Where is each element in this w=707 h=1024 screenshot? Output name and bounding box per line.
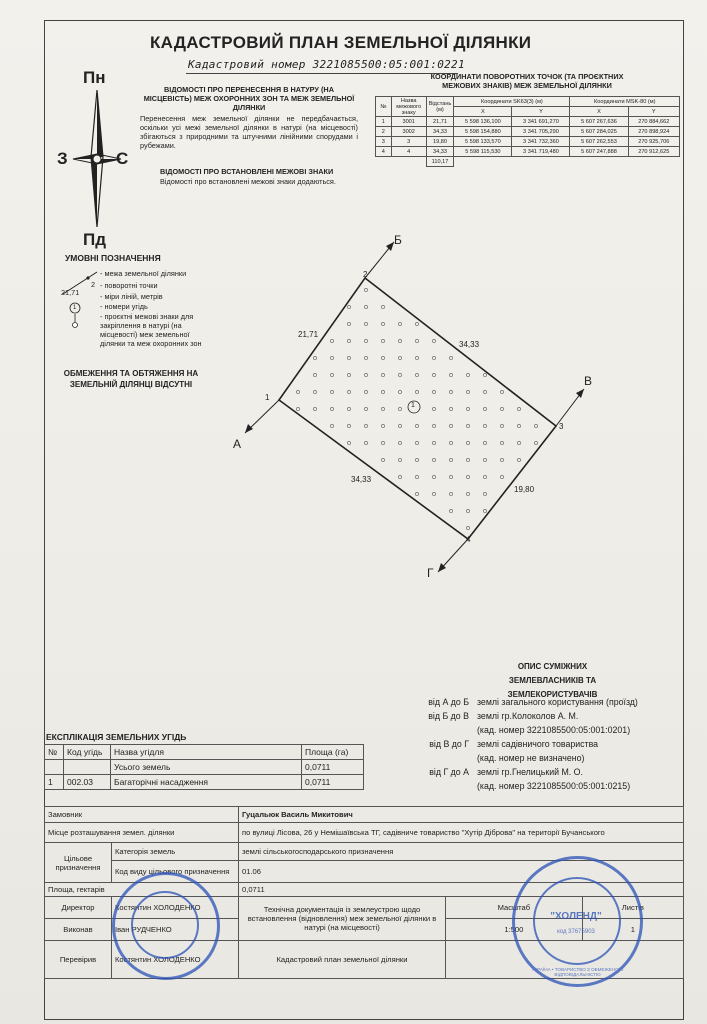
planting-dot (483, 492, 486, 495)
planting-dot (330, 424, 333, 427)
planting-dot (381, 390, 384, 393)
planting-dot (364, 288, 367, 291)
coords-row (376, 137, 680, 147)
neighbor-desc: землі садівничого товариства (477, 739, 599, 749)
planting-dot (449, 356, 452, 359)
neighbor-from: від В до Г (429, 739, 469, 749)
coords-subheader: X (570, 107, 628, 117)
neighbors-title: ОПИС СУМІЖНИХ ЗЕМЛЕВЛАСНИКІВ ТА ЗЕМЛЕКОРИСТУВАЧІВ (507, 662, 598, 699)
planting-dot (347, 390, 350, 393)
arrow-a-icon (245, 424, 253, 433)
planting-dot (415, 458, 418, 461)
executor-label: Виконав (45, 919, 112, 941)
cell: Усього земель (111, 760, 302, 775)
cell: 270 925,706 (628, 137, 679, 147)
planting-dot (449, 509, 452, 512)
planting-dot (466, 424, 469, 427)
planting-dot (381, 407, 384, 410)
neighbor-row (395, 723, 675, 737)
planting-dot (517, 407, 520, 410)
cell: 5 598 136,100 (454, 117, 512, 127)
area-value: 0,0711 (239, 883, 684, 897)
location-value: по вулиці Лісова, 26 у Немішаївська ТГ, садівниче товариство "Хутір Діброва" на території Бучанського (239, 823, 684, 843)
direction-label-b: Б (394, 233, 402, 247)
planting-dot (432, 475, 435, 478)
compass-north: Пн (83, 68, 106, 87)
explication-title: ЕКСПЛІКАЦІЯ ЗЕМЕЛЬНИХ УГІДЬ (46, 732, 187, 742)
planting-dot (313, 390, 316, 393)
planting-dot (415, 441, 418, 444)
side-length: 34,33 (351, 475, 372, 484)
planting-dot (398, 373, 401, 376)
coords-row (376, 127, 680, 137)
planting-dot (483, 441, 486, 444)
purpose-label: Цільове призначення (45, 843, 112, 883)
planting-dot (381, 373, 384, 376)
planting-dot (347, 373, 350, 376)
planting-dot (449, 458, 452, 461)
legend-symbols (55, 262, 105, 332)
planting-dot (415, 475, 418, 478)
seal-left-inner (131, 891, 199, 959)
cell: 5 598 154,880 (454, 127, 512, 137)
boundary-symbol-icon (55, 262, 105, 332)
cell: 34,33 (426, 147, 454, 157)
signs-title: ВІДОМОСТІ ПРО ВСТАНОВЛЕНІ МЕЖОВІ ЗНАКИ (160, 167, 334, 176)
neighbor-row (395, 751, 675, 765)
coords-subheader: Y (512, 107, 570, 117)
legend-sample-distance: 21,71 (61, 288, 80, 297)
planting-dot (330, 407, 333, 410)
neighbor-desc: землі гр.Колоколов А. М. (477, 711, 579, 721)
side-length: 19,80 (514, 485, 535, 494)
planting-dot (483, 458, 486, 461)
neighbor-from: від Б до В (428, 711, 469, 721)
point-label-3: 3 (559, 422, 564, 431)
neighbor-row (395, 779, 675, 793)
planting-dot (330, 373, 333, 376)
planting-dot (381, 441, 384, 444)
planting-dot (466, 526, 469, 529)
legend-title: УМОВНІ ПОЗНАЧЕННЯ (65, 253, 161, 263)
cell: 3 341 691,270 (512, 117, 570, 127)
planting-dot (449, 492, 452, 495)
planting-dot (415, 373, 418, 376)
page-title: КАДАСТРОВИЙ ПЛАН ЗЕМЕЛЬНОЇ ДІЛЯНКИ (150, 33, 532, 52)
transfer-text: Перенесення меж земельної ділянки не передбачається, оскільки усі межі земельної ділянки в натурі (на місцевості) збігаються з природними та штучними лінійними спорудами і рубежами. (140, 114, 358, 150)
planting-dot (466, 390, 469, 393)
planting-dot (415, 339, 418, 342)
planting-dot (364, 339, 367, 342)
planting-dot (398, 339, 401, 342)
planting-dot (398, 458, 401, 461)
doc-text: Технічна документація із землеустрою щодо встановлення (відновлення) меж земельної ділянки в натурі (на місцевості) (239, 897, 446, 941)
planting-dot (347, 305, 350, 308)
cell: 5 598 115,530 (454, 147, 512, 157)
cell: 3 (376, 137, 392, 147)
expl-header: Назва угідля (111, 745, 302, 760)
cell: 3002 (391, 127, 426, 137)
planting-dot (296, 390, 299, 393)
seal-center-text: "ХОЛЕНД" (550, 911, 602, 922)
cell: 19,80 (426, 137, 454, 147)
planting-dot (381, 458, 384, 461)
planting-dot (483, 373, 486, 376)
expl-row (45, 775, 364, 790)
restrictions-note: ОБМЕЖЕННЯ ТА ОБТЯЖЕННЯ НА ЗЕМЕЛЬНІЙ ДІЛЯНЦІ ВІДСУТНІ (63, 369, 199, 389)
legend-sample-parcel: 1 (73, 305, 77, 311)
coords-header-no: № (376, 97, 392, 117)
planting-dot (347, 356, 350, 359)
planting-dot (517, 441, 520, 444)
compass-east: С (116, 149, 129, 168)
coords-table (375, 96, 680, 167)
cell: 1 (376, 117, 392, 127)
neighbor-from: від Г до А (429, 767, 469, 777)
checked-name: Костянтин ХОЛОДЕНКО (112, 941, 239, 979)
coords-total-row (376, 157, 680, 167)
planting-dot (534, 441, 537, 444)
point-label-1: 1 (265, 393, 270, 402)
neighbor-row (395, 695, 675, 709)
planting-dot (313, 373, 316, 376)
neighbor-from: від А до Б (428, 697, 469, 707)
explication-table (44, 744, 364, 790)
legend-item: - проєктні межові знаки для закріплення в натурі (на місцевості) меж земельної ділянки та меж охоронних зон (100, 312, 202, 348)
planting-dot (330, 390, 333, 393)
cell: 5 598 133,570 (454, 137, 512, 147)
planting-dot (432, 339, 435, 342)
direction-label-v: В (584, 374, 593, 388)
planting-dot (313, 356, 316, 359)
director-name: Костянтин ХОЛОДЕНКО (112, 897, 239, 919)
cadastral-number: Кадастровий номер 3221085500:05:001:0221 (188, 58, 465, 71)
planting-dot (500, 407, 503, 410)
coords-header-dist: Відстань (м) (426, 97, 454, 117)
planting-dot (432, 492, 435, 495)
scale-value: 1:500 (446, 919, 583, 941)
planting-dot (432, 407, 435, 410)
planting-dot (313, 407, 316, 410)
planting-dot (449, 373, 452, 376)
planting-dot (483, 424, 486, 427)
compass-arrow-icon (55, 62, 140, 252)
owner-label: Замовник (45, 807, 239, 823)
planting-dot (449, 475, 452, 478)
planting-dot (466, 441, 469, 444)
legend-item: - номери угідь (100, 302, 148, 311)
planting-dot (466, 492, 469, 495)
compass-west: З (57, 149, 68, 168)
seal-left-icon (112, 872, 220, 980)
code-value: 01.06 (239, 861, 684, 883)
coords-row (376, 117, 680, 127)
planting-dot (347, 339, 350, 342)
planting-dot (398, 407, 401, 410)
planting-dot (432, 390, 435, 393)
planting-dot (381, 322, 384, 325)
planting-dot (449, 407, 452, 410)
planting-dot (500, 458, 503, 461)
signs-text: Відомості про встановлені межові знаки додаються. (160, 177, 336, 186)
point-label-2: 2 (363, 270, 368, 279)
legend-item: - поворотні точки (100, 281, 158, 290)
cell: 270 898,924 (628, 127, 679, 137)
coords-header-msk80: Координати MSK-80 (м) (570, 97, 680, 107)
planting-dot (398, 322, 401, 325)
point-label-4: 4 (466, 535, 471, 544)
sheet-value: 1 (582, 919, 683, 941)
neighbor-desc: землі загального користування (проїзд) (477, 697, 638, 707)
cell: 3 341 732,360 (512, 137, 570, 147)
cell (45, 760, 64, 775)
planting-dot (330, 356, 333, 359)
planting-dot (296, 407, 299, 410)
scale-label: Масштаб (446, 897, 583, 919)
owner-value: Гуцальюк Василь Микитович (239, 807, 684, 823)
area-label: Площа, гектарів (45, 883, 239, 897)
cell: 002.03 (64, 775, 111, 790)
planting-dot (364, 356, 367, 359)
compass-rose (55, 62, 140, 252)
planting-dot (415, 390, 418, 393)
category-label: Категорія земель (112, 843, 239, 861)
cell (64, 760, 111, 775)
planting-dot (415, 424, 418, 427)
planting-dot (364, 441, 367, 444)
planting-dot (483, 390, 486, 393)
planting-dot (415, 356, 418, 359)
expl-header: Код угідь (64, 745, 111, 760)
cell: 5 607 262,553 (570, 137, 628, 147)
planting-dot (432, 441, 435, 444)
coords-row (376, 147, 680, 157)
planting-dot (347, 441, 350, 444)
arrow-v-icon (576, 389, 584, 398)
seal-ring-text: УКРАЇНА • ТОВАРИСТВО З ОБМЕЖЕНОЮ ВІДПОВІДАЛЬНІСТЮ (531, 967, 624, 977)
cell: 270 884,662 (628, 117, 679, 127)
expl-row (45, 760, 364, 775)
expl-header: Площа (га) (302, 745, 364, 760)
neighbor-desc: (кад. номер 3221085500:05:001:0215) (477, 781, 631, 791)
planting-dot (534, 424, 537, 427)
planting-dot (364, 407, 367, 410)
planting-dot (466, 458, 469, 461)
planting-dot (500, 390, 503, 393)
planting-dot (364, 373, 367, 376)
parcel-number: 1 (411, 402, 415, 409)
category-value: землі сільськогосподарського призначення (239, 843, 684, 861)
direction-label-a: А (233, 437, 242, 451)
planting-dot (432, 356, 435, 359)
planting-dot (398, 424, 401, 427)
transfer-title: ВІДОМОСТІ ПРО ПЕРЕНЕСЕННЯ В НАТУРУ (НА МІСЦЕВІСТЬ) МЕЖ ОХОРОННИХ ЗОН ТА МЕЖ ЗЕМЕЛЬНОЇ ДІЛЯНКИ (143, 85, 355, 112)
cell: 3001 (391, 117, 426, 127)
planting-dot (432, 424, 435, 427)
neighbor-row (395, 765, 675, 779)
coords-header-sign: Назва межового знаку (391, 97, 426, 117)
planting-dot (415, 322, 418, 325)
director-label: Директор (45, 897, 112, 919)
expl-header: № (45, 745, 64, 760)
sheet-label: Листів (582, 897, 683, 919)
side-length: 34,33 (459, 340, 480, 349)
planting-dot (330, 339, 333, 342)
coords-header-sk63: Координати SK63(3) (м) (454, 97, 570, 107)
legend-item: - міри ліній, метрів (100, 292, 163, 301)
planting-dot (347, 424, 350, 427)
planting-dot (449, 390, 452, 393)
coords-subheader: Y (628, 107, 679, 117)
side-length: 21,71 (298, 330, 319, 339)
cell: 0,0711 (302, 760, 364, 775)
cell: 4 (391, 147, 426, 157)
planting-dot (466, 407, 469, 410)
planting-dot (500, 475, 503, 478)
cell: 2 (376, 127, 392, 137)
cell: 3 341 705,290 (512, 127, 570, 137)
planting-dot (364, 322, 367, 325)
planting-dot (381, 424, 384, 427)
doc-name: Кадастровий план земельної ділянки (239, 941, 446, 979)
planting-dot (381, 356, 384, 359)
planting-dot (347, 322, 350, 325)
executor-name: Іван РУДЧЕНКО (112, 919, 239, 941)
planting-dot (398, 441, 401, 444)
planting-dot (398, 475, 401, 478)
planting-dot (517, 424, 520, 427)
coords-title: КООРДИНАТИ ПОВОРОТНИХ ТОЧОК (ТА ПРОЄКТНИХ МЕЖОВИХ ЗНАКІВ) МЕЖ ЗЕМЕЛЬНОЇ ДІЛЯНКИ (430, 72, 624, 90)
neighbor-desc: землі гр.Гнелицький М. О. (477, 767, 583, 777)
seal-code: код 37675903 (557, 929, 595, 935)
planting-dot (449, 424, 452, 427)
neighbors-list (395, 695, 675, 793)
seal-right-icon (512, 856, 643, 987)
planting-dot (364, 390, 367, 393)
planting-dot (483, 475, 486, 478)
planting-dot (483, 509, 486, 512)
planting-dot (347, 407, 350, 410)
planting-dot (500, 441, 503, 444)
legend-sample-point: 2 (91, 280, 96, 289)
compass-south: Пд (83, 230, 107, 249)
planting-dot (466, 509, 469, 512)
planting-dot (398, 356, 401, 359)
code-label: Код виду цільового призначення (112, 861, 239, 883)
cell: 3 (391, 137, 426, 147)
planting-dot (483, 407, 486, 410)
neighbor-row (395, 709, 675, 723)
neighbor-desc: (кад. номер 3221085500:05:001:0201) (477, 725, 631, 735)
planting-dot (466, 373, 469, 376)
cell: 5 607 284,025 (570, 127, 628, 137)
checked-label: Перевірив (45, 941, 112, 979)
planting-dot (500, 424, 503, 427)
cell: 5 607 267,636 (570, 117, 628, 127)
cell: 5 607 247,888 (570, 147, 628, 157)
planting-dot (466, 475, 469, 478)
location-label: Місце розташування земел. ділянки (45, 823, 239, 843)
planting-dot (364, 305, 367, 308)
parcel-plan (200, 220, 620, 590)
planting-dot (364, 424, 367, 427)
neighbor-desc: (кад. номер не визначено) (477, 753, 585, 763)
cell: 0,0711 (302, 775, 364, 790)
coords-subheader: X (454, 107, 512, 117)
cell: 1 (45, 775, 64, 790)
planting-dot (381, 339, 384, 342)
planting-dot (449, 441, 452, 444)
planting-dot (432, 373, 435, 376)
planting-dot (381, 305, 384, 308)
direction-label-g: Г (427, 566, 434, 580)
cell: 34,33 (426, 127, 454, 137)
neighbor-row (395, 737, 675, 751)
planting-dot (517, 458, 520, 461)
cell: 21,71 (426, 117, 454, 127)
cell: 270 912,625 (628, 147, 679, 157)
legend-item: - межа земельної ділянки (100, 269, 187, 278)
coords-total: 110,17 (426, 157, 454, 167)
planting-dot (398, 390, 401, 393)
planting-dot (415, 492, 418, 495)
planting-dot (432, 458, 435, 461)
cell: 4 (376, 147, 392, 157)
cell: 3 341 719,480 (512, 147, 570, 157)
cell: Багаторічні насадження (111, 775, 302, 790)
